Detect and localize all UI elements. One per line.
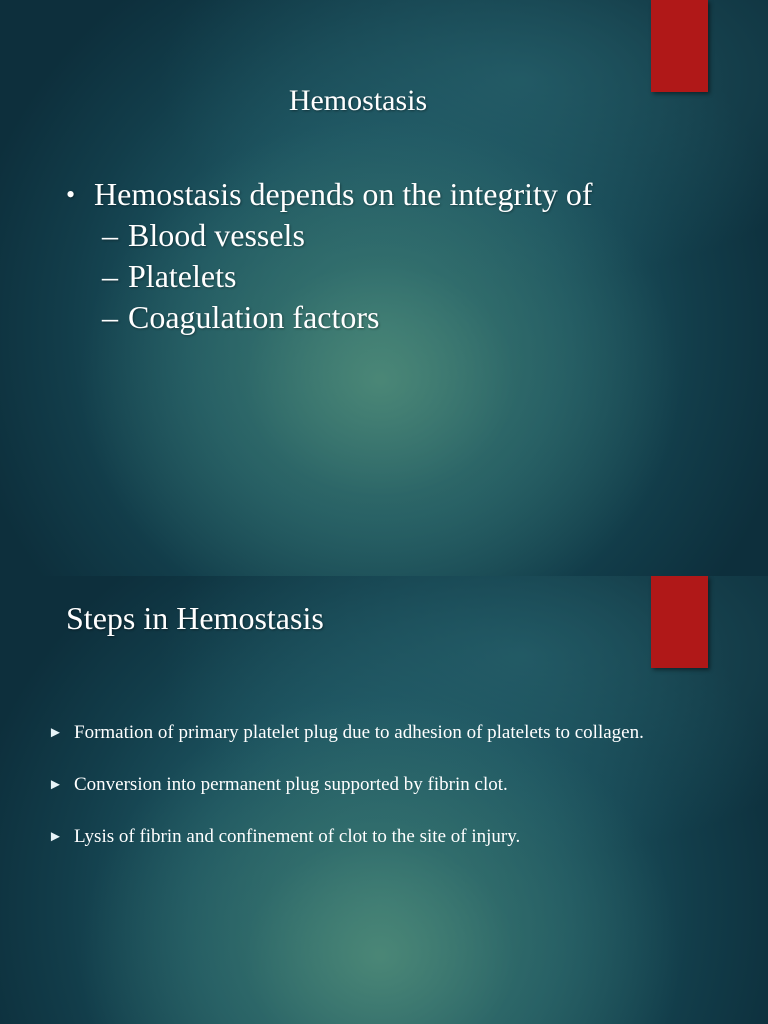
slide-title: Steps in Hemostasis [66, 600, 324, 636]
arrow-bullet-list [48, 721, 748, 877]
arrow-bullet-text: Conversion into permanent plug supported by fibrin clot. [74, 774, 508, 795]
arrow-bullet-item [48, 773, 748, 825]
dash-icon: – [102, 258, 118, 294]
red-accent-bar [651, 0, 708, 92]
bullet-dot-icon: • [66, 180, 76, 209]
dash-icon: – [102, 217, 118, 253]
sub-bullet-item [66, 256, 666, 297]
sub-bullet-text: Platelets [128, 258, 237, 294]
arrow-bullet-item [48, 721, 748, 773]
arrow-bullet-text: Lysis of fibrin and confinement of clot to the site of injury. [74, 826, 521, 847]
sub-bullet-text: Blood vessels [128, 217, 305, 253]
arrow-bullet-text: Formation of primary platelet plug due to adhesion of platelets to collagen. [74, 722, 644, 743]
sub-bullet-item [66, 297, 666, 338]
red-accent-bar [651, 576, 708, 668]
triangle-arrow-icon: ► [48, 829, 63, 845]
bullet-text: Hemostasis depends on the integrity of [94, 176, 593, 212]
slide-title: Hemostasis [288, 84, 428, 117]
dash-icon: – [102, 299, 118, 335]
arrow-bullet-item [48, 825, 748, 877]
sub-bullet-text: Coagulation factors [128, 299, 380, 335]
triangle-arrow-icon: ► [48, 725, 63, 741]
bullet-list [66, 174, 666, 338]
bullet-item [66, 174, 666, 215]
slide-steps-in-hemostasis [0, 576, 768, 1024]
sub-bullet-item [66, 215, 666, 256]
triangle-arrow-icon: ► [48, 777, 63, 793]
